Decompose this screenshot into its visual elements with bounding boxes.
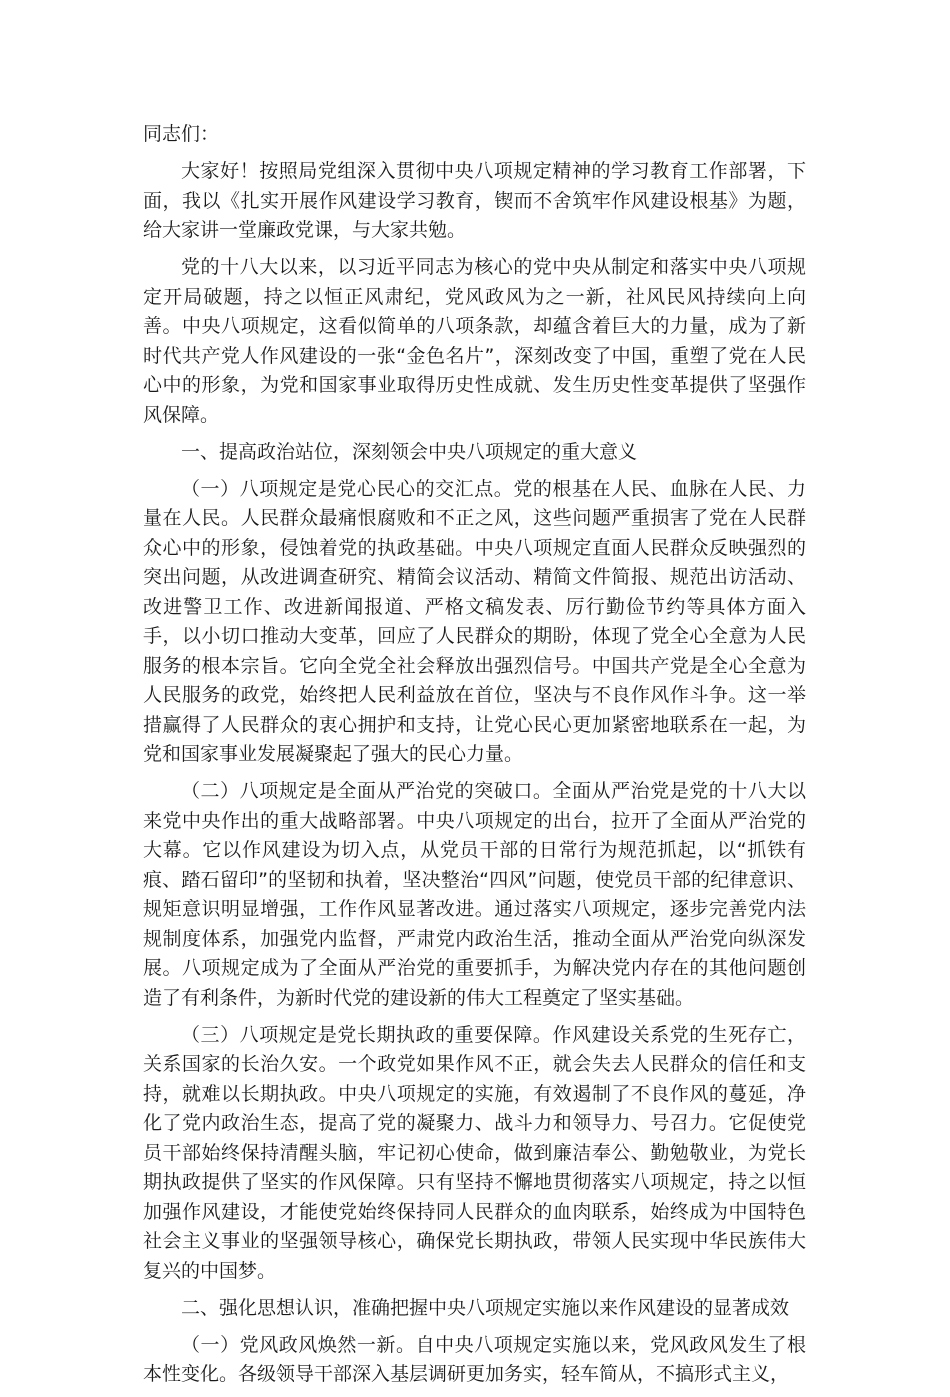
section-one-item-2: （二）八项规定是全面从严治党的突破口。全面从严治党是党的十八大以来党中央作出的重大战略部署。中央八项规定的出台，拉开了全面从严治党的大幕。它以作风建设为切入点，从党员干部的日常行为规范抓起，以“抓铁有痕、踏石留印”的坚韧和执着，坚决整治“四风”问题，使党员干部的纪律意识、规矩意识明显增强，工作作风显著改进。通过落实八项规定，逐步完善党内法规制度体系，加强党内监督，严肃党内政治生活，推动全面从严治党向纵深发展。八项规定成为了全面从严治党的重要抓手，为解决党内存在的其他问题创造了有利条件，为新时代党的建设新的伟大工程奠定了坚实基础。 xyxy=(143,780,806,1009)
background-paragraph: 党的十八大以来，以习近平同志为核心的党中央从制定和落实中央八项规定开局破题，持之以恒正风肃纪，党风政风为之一新，社风民风持续向上向善。中央八项规定，这看似简单的八项条款，却蕴含着巨大的力量，成为了新时代共产党人作风建设的一张“金色名片”，深刻改变了中国，重塑了党在人民心中的形象，为党和国家事业取得历史性成就、发生历史性变革提供了坚强作风保障。 xyxy=(143,256,806,426)
section-one-heading: 一、提高政治站位，深刻领会中央八项规定的重大意义 xyxy=(181,440,638,463)
section-one-item-1: （一）八项规定是党心民心的交汇点。党的根基在人民、血脉在人民、力量在人民。人民群众最痛恨腐败和不正之风，这些问题严重损害了党在人民群众心中的形象，侵蚀着党的执政基础。中央八项规定直面人民群众反映强烈的突出问题，从改进调查研究、精简会议活动、精简文件简报、规范出访活动、改进警卫工作、改进新闻报道、严格文稿发表、厉行勤俭节约等具体方面入手，以小切口推动大变革，回应了人民群众的期盼，体现了党全心全意为人民服务的根本宗旨。它向全党全社会释放出强烈信号。中国共产党是全心全意为人民服务的政党，始终把人民利益放在首位，坚决与不良作风作斗争。这一举措赢得了人民群众的衷心拥护和支持，让党心民心更加紧密地联系在一起，为党和国家事业发展凝聚起了强大的民心力量。 xyxy=(143,477,806,765)
salutation: 同志们： xyxy=(143,123,220,145)
intro-paragraph: 大家好！按照局党组深入贯彻中央八项规定精神的学习教育工作部署，下面，我以《扎实开展作风建设学习教育，锲而不舍筑牢作风建设根基》为题，给大家讲一堂廉政党课，与大家共勉。 xyxy=(143,160,806,241)
section-one-item-3: （三）八项规定是党长期执政的重要保障。作风建设关系党的生死存亡，关系国家的长治久安。一个政党如果作风不正，就会失去人民群众的信任和支持，就难以长期执政。中央八项规定的实施，有效遏制了不良作风的蔓延，净化了党内政治生态，提高了党的凝聚力、战斗力和领导力、号召力。它促使党员干部始终保持清醒头脑，牢记初心使命，做到廉洁奉公、勤勉敬业，为党长期执政提供了坚实的作风保障。只有坚持不懈地贯彻落实八项规定，持之以恒加强作风建设，才能使党始终保持同人民群众的血肉联系，始终成为中国特色社会主义事业的坚强领导核心，确保党长期执政，带领人民实现中华民族伟大复兴的中国梦。 xyxy=(143,1023,806,1282)
document-body xyxy=(143,120,806,1397)
section-two-item-1: （一）党风政风焕然一新。自中央八项规定实施以来，党风政风发生了根本性变化。各级领导干部深入基层调研更加务实，轻车简从，不搞形式主义， xyxy=(143,1333,806,1385)
section-two-heading: 二、强化思想认识，准确把握中央八项规定实施以来作风建设的显著成效 xyxy=(181,1296,790,1319)
